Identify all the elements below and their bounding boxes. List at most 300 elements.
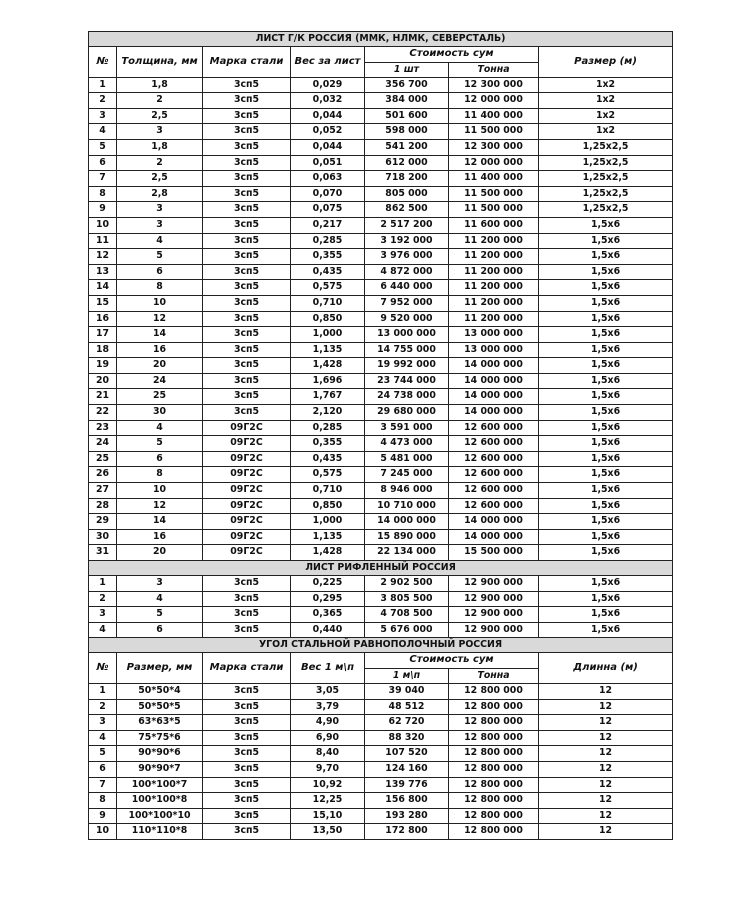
col-cost-ton: 12 800 000 [449,683,539,699]
col-size: 20 [117,545,203,561]
table-row [89,483,673,499]
table-row [89,436,673,452]
col-steel-grade: 09Г2С [203,483,291,499]
col-size: 2 [117,155,203,171]
col-steel-grade: 3сп5 [203,171,291,187]
table-row [89,824,673,840]
col-cost-ton: 11 200 000 [449,233,539,249]
section3-rows [89,683,673,839]
col-steel-grade: 3сп5 [203,295,291,311]
header-steel-grade: Марка стали [203,47,291,78]
col-cost-ton: 12 800 000 [449,824,539,840]
table-row [89,514,673,530]
col-size: 110*110*8 [117,824,203,840]
header-number: № [89,653,117,684]
section-sheet-checkered [89,561,673,576]
col-cost-ton: 12 600 000 [449,436,539,452]
col-steel-grade: 3сп5 [203,139,291,155]
col-cost-unit: 4 872 000 [365,264,449,280]
col-steel-grade: 09Г2С [203,498,291,514]
row-number: 15 [89,295,117,311]
col-cost-ton: 12 800 000 [449,793,539,809]
row-number: 14 [89,280,117,296]
col-size: 20 [117,358,203,374]
col-steel-grade: 3сп5 [203,715,291,731]
col-weight: 0,850 [291,311,365,327]
table-row [89,699,673,715]
col-cost-unit: 3 192 000 [365,233,449,249]
col-cost-unit: 156 800 [365,793,449,809]
col-weight: 1,428 [291,358,365,374]
header-size: Размер (м) [539,47,673,78]
col-size: 12 [117,498,203,514]
row-number: 23 [89,420,117,436]
header-number: № [89,47,117,78]
col-dimension: 1,5х6 [539,483,673,499]
price-table [88,31,673,840]
col-cost-unit: 5 676 000 [365,622,449,638]
table-row [89,498,673,514]
col-cost-ton: 12 900 000 [449,607,539,623]
table-row [89,186,673,202]
section2-rows [89,576,673,638]
col-dimension: 1,5х6 [539,514,673,530]
row-number: 6 [89,155,117,171]
col-cost-ton: 12 600 000 [449,420,539,436]
header-thickness: Толщина, мм [117,47,203,78]
col-weight: 1,135 [291,342,365,358]
col-dimension: 1,5х6 [539,576,673,592]
col-weight: 0,850 [291,498,365,514]
row-number: 2 [89,699,117,715]
header-cost: Стоимость сум [365,47,539,63]
col-cost-unit: 193 280 [365,808,449,824]
table-row [89,155,673,171]
col-size: 4 [117,591,203,607]
col-weight: 0,032 [291,93,365,109]
col-size: 30 [117,405,203,421]
col-size: 12 [117,311,203,327]
col-steel-grade: 3сп5 [203,405,291,421]
col-cost-ton: 12 800 000 [449,761,539,777]
col-cost-ton: 14 000 000 [449,389,539,405]
col-cost-ton: 12 800 000 [449,715,539,731]
table-row [89,373,673,389]
row-number: 11 [89,233,117,249]
col-weight: 1,135 [291,529,365,545]
row-number: 4 [89,622,117,638]
col-steel-grade: 3сп5 [203,746,291,762]
col-size: 3 [117,124,203,140]
col-size: 6 [117,622,203,638]
col-cost-unit: 598 000 [365,124,449,140]
col-cost-ton: 11 500 000 [449,124,539,140]
col-weight: 0,285 [291,420,365,436]
col-dimension: 12 [539,683,673,699]
row-number: 17 [89,327,117,343]
col-cost-ton: 12 600 000 [449,483,539,499]
col-steel-grade: 09Г2С [203,451,291,467]
col-dimension: 1,5х6 [539,529,673,545]
header-steel-grade: Марка стали [203,653,291,684]
col-size: 3 [117,202,203,218]
col-size: 90*90*6 [117,746,203,762]
table-row [89,467,673,483]
col-weight: 4,90 [291,715,365,731]
col-size: 90*90*7 [117,761,203,777]
col-steel-grade: 3сп5 [203,699,291,715]
col-cost-unit: 8 946 000 [365,483,449,499]
row-number: 27 [89,483,117,499]
col-dimension: 1,5х6 [539,591,673,607]
col-cost-ton: 11 200 000 [449,264,539,280]
col-steel-grade: 3сп5 [203,607,291,623]
col-steel-grade: 09Г2С [203,545,291,561]
col-size: 50*50*5 [117,699,203,715]
row-number: 24 [89,436,117,452]
col-dimension: 1,5х6 [539,389,673,405]
row-number: 6 [89,761,117,777]
col-dimension: 12 [539,793,673,809]
col-weight: 0,575 [291,280,365,296]
row-number: 2 [89,591,117,607]
col-weight: 0,217 [291,217,365,233]
col-cost-ton: 14 000 000 [449,405,539,421]
col-dimension: 1,25х2,5 [539,186,673,202]
col-weight: 2,120 [291,405,365,421]
col-cost-ton: 11 500 000 [449,186,539,202]
col-size: 10 [117,295,203,311]
col-size: 2,5 [117,108,203,124]
col-cost-unit: 107 520 [365,746,449,762]
col-weight: 0,044 [291,108,365,124]
col-cost-unit: 139 776 [365,777,449,793]
row-number: 10 [89,824,117,840]
col-dimension: 1,5х6 [539,280,673,296]
col-weight: 0,710 [291,295,365,311]
col-size: 4 [117,233,203,249]
col-weight: 0,435 [291,264,365,280]
section1-rows [89,77,673,560]
col-weight: 9,70 [291,761,365,777]
col-cost-unit: 4 708 500 [365,607,449,623]
col-cost-ton: 11 600 000 [449,217,539,233]
col-cost-ton: 11 200 000 [449,295,539,311]
table-row [89,233,673,249]
col-weight: 3,79 [291,699,365,715]
row-number: 7 [89,777,117,793]
col-steel-grade: 3сп5 [203,233,291,249]
col-cost-ton: 12 800 000 [449,730,539,746]
col-cost-unit: 3 805 500 [365,591,449,607]
col-cost-unit: 384 000 [365,93,449,109]
header-weight: Вес 1 м\п [291,653,365,684]
col-cost-ton: 11 400 000 [449,171,539,187]
row-number: 2 [89,93,117,109]
col-cost-ton: 12 800 000 [449,746,539,762]
col-cost-unit: 88 320 [365,730,449,746]
col-cost-unit: 48 512 [365,699,449,715]
header-cost-ton: Тонна [449,62,539,77]
col-weight: 15,10 [291,808,365,824]
col-steel-grade: 3сп5 [203,389,291,405]
table-row [89,217,673,233]
row-number: 9 [89,202,117,218]
row-number: 29 [89,514,117,530]
col-steel-grade: 3сп5 [203,280,291,296]
col-size: 10 [117,483,203,499]
col-weight: 0,710 [291,483,365,499]
col-dimension: 1,5х6 [539,498,673,514]
col-size: 3 [117,576,203,592]
table-row [89,730,673,746]
col-steel-grade: 09Г2С [203,420,291,436]
col-steel-grade: 09Г2С [203,529,291,545]
table-row [89,622,673,638]
col-dimension: 1,5х6 [539,545,673,561]
col-steel-grade: 3сп5 [203,311,291,327]
table-row [89,327,673,343]
col-weight: 0,070 [291,186,365,202]
col-cost-ton: 12 000 000 [449,155,539,171]
row-number: 4 [89,124,117,140]
col-cost-ton: 14 000 000 [449,529,539,545]
col-cost-ton: 11 200 000 [449,311,539,327]
table-row [89,591,673,607]
col-cost-unit: 24 738 000 [365,389,449,405]
col-steel-grade: 3сп5 [203,186,291,202]
col-dimension: 12 [539,746,673,762]
col-cost-unit: 29 680 000 [365,405,449,421]
col-cost-ton: 11 200 000 [449,280,539,296]
col-cost-unit: 23 744 000 [365,373,449,389]
col-dimension: 1,5х6 [539,358,673,374]
col-steel-grade: 3сп5 [203,342,291,358]
col-weight: 0,075 [291,202,365,218]
col-size: 8 [117,467,203,483]
col-steel-grade: 3сп5 [203,777,291,793]
col-size: 5 [117,436,203,452]
col-dimension: 12 [539,715,673,731]
col-dimension: 1х2 [539,77,673,93]
col-cost-unit: 356 700 [365,77,449,93]
col-steel-grade: 3сп5 [203,730,291,746]
col-dimension: 1,5х6 [539,295,673,311]
col-size: 2,8 [117,186,203,202]
col-cost-unit: 718 200 [365,171,449,187]
col-dimension: 12 [539,824,673,840]
table-row [89,139,673,155]
col-cost-ton: 14 000 000 [449,373,539,389]
col-cost-unit: 7 245 000 [365,467,449,483]
col-weight: 3,05 [291,683,365,699]
col-steel-grade: 09Г2С [203,467,291,483]
col-cost-ton: 12 900 000 [449,576,539,592]
col-dimension: 1,5х6 [539,373,673,389]
table-row [89,793,673,809]
col-cost-ton: 12 800 000 [449,777,539,793]
col-weight: 1,428 [291,545,365,561]
table-row [89,746,673,762]
col-steel-grade: 3сп5 [203,249,291,265]
col-dimension: 1,25х2,5 [539,155,673,171]
col-cost-unit: 2 902 500 [365,576,449,592]
row-number: 28 [89,498,117,514]
row-number: 25 [89,451,117,467]
col-weight: 1,000 [291,327,365,343]
row-number: 30 [89,529,117,545]
row-number: 5 [89,746,117,762]
col-steel-grade: 3сп5 [203,576,291,592]
col-cost-unit: 805 000 [365,186,449,202]
col-steel-grade: 3сп5 [203,93,291,109]
col-weight: 0,435 [291,451,365,467]
col-dimension: 12 [539,699,673,715]
row-number: 1 [89,576,117,592]
table-row [89,202,673,218]
col-weight: 0,051 [291,155,365,171]
row-number: 16 [89,311,117,327]
col-cost-ton: 15 500 000 [449,545,539,561]
col-weight: 10,92 [291,777,365,793]
row-number: 26 [89,467,117,483]
row-number: 3 [89,607,117,623]
table-row [89,761,673,777]
header-length: Длинна (м) [539,653,673,684]
col-cost-unit: 15 890 000 [365,529,449,545]
table-row [89,529,673,545]
col-cost-unit: 501 600 [365,108,449,124]
col-dimension: 12 [539,777,673,793]
col-cost-unit: 862 500 [365,202,449,218]
col-dimension: 1,5х6 [539,622,673,638]
col-dimension: 12 [539,730,673,746]
col-size: 6 [117,264,203,280]
row-number: 4 [89,730,117,746]
header-cost-piece: 1 шт [365,62,449,77]
col-weight: 0,052 [291,124,365,140]
col-dimension: 1х2 [539,93,673,109]
col-weight: 0,029 [291,77,365,93]
col-size: 24 [117,373,203,389]
col-weight: 0,440 [291,622,365,638]
col-cost-ton: 11 200 000 [449,249,539,265]
table-row [89,405,673,421]
col-cost-ton: 11 400 000 [449,108,539,124]
col-steel-grade: 3сп5 [203,683,291,699]
header-cost-ton: Тонна [449,668,539,683]
col-dimension: 1,25х2,5 [539,202,673,218]
col-dimension: 1х2 [539,108,673,124]
col-dimension: 1,5х6 [539,420,673,436]
col-dimension: 1,5х6 [539,249,673,265]
col-size: 63*63*5 [117,715,203,731]
col-size: 14 [117,327,203,343]
col-cost-unit: 5 481 000 [365,451,449,467]
col-dimension: 1,5х6 [539,217,673,233]
col-cost-unit: 14 000 000 [365,514,449,530]
col-cost-ton: 12 800 000 [449,808,539,824]
table-row [89,77,673,93]
col-size: 2,5 [117,171,203,187]
col-weight: 0,225 [291,576,365,592]
col-dimension: 1,5х6 [539,607,673,623]
col-dimension: 1,5х6 [539,342,673,358]
row-number: 1 [89,77,117,93]
col-size: 100*100*8 [117,793,203,809]
row-number: 21 [89,389,117,405]
col-steel-grade: 3сп5 [203,761,291,777]
col-steel-grade: 3сп5 [203,77,291,93]
col-steel-grade: 09Г2С [203,436,291,452]
col-steel-grade: 3сп5 [203,373,291,389]
col-cost-ton: 12 300 000 [449,139,539,155]
col-dimension: 1,5х6 [539,436,673,452]
col-size: 1,8 [117,77,203,93]
row-number: 18 [89,342,117,358]
row-number: 8 [89,793,117,809]
header-size: Размер, мм [117,653,203,684]
col-cost-ton: 14 000 000 [449,514,539,530]
col-dimension: 1,5х6 [539,311,673,327]
col-cost-ton: 12 000 000 [449,93,539,109]
col-dimension: 1,5х6 [539,467,673,483]
row-number: 20 [89,373,117,389]
col-weight: 0,365 [291,607,365,623]
col-cost-unit: 2 517 200 [365,217,449,233]
col-cost-unit: 10 710 000 [365,498,449,514]
col-steel-grade: 3сп5 [203,808,291,824]
col-steel-grade: 3сп5 [203,155,291,171]
section-sheet-hot-rolled [89,32,673,78]
row-number: 5 [89,139,117,155]
col-cost-ton: 12 900 000 [449,622,539,638]
col-dimension: 12 [539,761,673,777]
col-steel-grade: 3сп5 [203,108,291,124]
row-number: 10 [89,217,117,233]
col-cost-ton: 12 600 000 [449,467,539,483]
col-weight: 1,696 [291,373,365,389]
col-cost-unit: 39 040 [365,683,449,699]
row-number: 8 [89,186,117,202]
col-cost-unit: 172 800 [365,824,449,840]
header-cost: Стоимость сум [365,653,539,669]
col-cost-unit: 612 000 [365,155,449,171]
row-number: 19 [89,358,117,374]
table-row [89,715,673,731]
col-steel-grade: 3сп5 [203,124,291,140]
table-row [89,295,673,311]
row-number: 13 [89,264,117,280]
col-steel-grade: 3сп5 [203,202,291,218]
header-cost-meter: 1 м\п [365,668,449,683]
col-weight: 0,355 [291,436,365,452]
table-row [89,808,673,824]
col-weight: 1,767 [291,389,365,405]
col-dimension: 1х2 [539,124,673,140]
col-cost-unit: 9 520 000 [365,311,449,327]
col-size: 8 [117,280,203,296]
col-weight: 0,295 [291,591,365,607]
row-number: 3 [89,108,117,124]
col-size: 16 [117,342,203,358]
col-steel-grade: 3сп5 [203,591,291,607]
section-title: ЛИСТ Г/К РОССИЯ (ММК, НЛМК, СЕВЕРСТАЛЬ) [89,32,673,47]
col-size: 2 [117,93,203,109]
col-steel-grade: 3сп5 [203,358,291,374]
section-title: ЛИСТ РИФЛЕННЫЙ РОССИЯ [89,561,673,576]
table-row [89,607,673,623]
